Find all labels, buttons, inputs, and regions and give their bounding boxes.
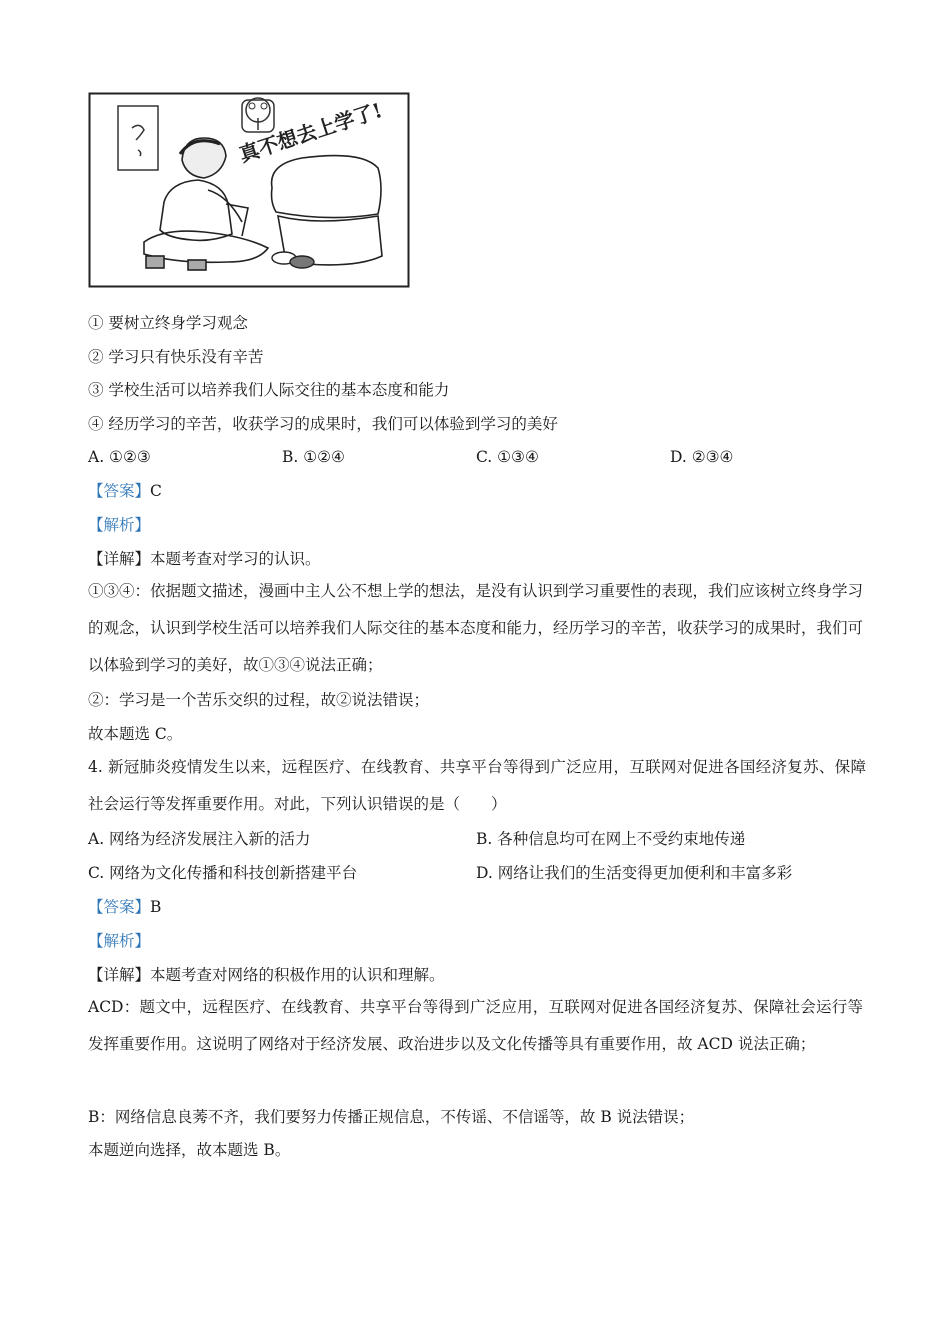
answer-value: C [150,482,162,500]
q4-conclusion: 本题逆向选择，故本题选 B。 [88,1141,291,1159]
cartoon-speech-text: 真不想去上学了! [236,97,386,167]
statement-2: ② 学习只有快乐没有辛苦 [88,348,264,366]
q3-option-b: B. ①②④ [282,448,345,466]
q3-option-a: A. ①②③ [88,448,151,466]
q3-answer [88,481,162,501]
answer-label: 【答案】 [88,482,151,500]
q4-answer [88,897,161,917]
q4-option-c: C. 网络为文化传播和科技创新搭建平台 [88,864,358,882]
answer-label: 【答案】 [88,898,151,916]
q3-detail: 【详解】本题考查对学习的认识。 [88,550,321,568]
q3-option-d: D. ②③④ [670,448,734,466]
q3-explanation-1: ①③④：依据题文描述，漫画中主人公不想上学的想法，是没有认识到学习重要性的表现，我们应该树立终身学习的观念，认识到学校生活可以培养我们人际交往的基本态度和能力，经历学习的辛苦，收获学习的成果时，我们可以体验到学习的美好，故①③④说法正确； [88,582,864,674]
statement-3: ③ 学校生活可以培养我们人际交往的基本态度和能力 [88,381,450,399]
q4-explanation-1: ACD：题文中，远程医疗、在线教育、共享平台等得到广泛应用，互联网对促进各国经济复苏、保障社会运行等发挥重要作用。这说明了网络对于经济发展、政治进步以及文化传播等具有重要作用，故 ACD 说法正确； [88,998,863,1053]
answer-value: B [150,898,162,916]
q4-option-a: A. 网络为经济发展注入新的活力 [88,830,311,848]
cartoon-illustration [88,92,410,288]
q4-analysis-label: 【解析】 [88,932,151,950]
q4-detail: 【详解】本题考查对网络的积极作用的认识和理解。 [88,966,445,984]
q4-stem: 4. 新冠肺炎疫情发生以来，远程医疗、在线教育、共享平台等得到广泛应用，互联网对促进各国经济复苏、保障社会运行等发挥重要作用。对此，下列认识错误的是（ ） [88,758,866,813]
statement-4: ④ 经历学习的辛苦，收获学习的成果时，我们可以体验到学习的美好 [88,415,558,433]
q3-conclusion: 故本题选 C。 [88,725,183,743]
statement-1: ① 要树立终身学习观念 [88,314,248,332]
q3-explanation-2: ②：学习是一个苦乐交织的过程，故②说法错误； [88,691,430,709]
q4-option-b: B. 各种信息均可在网上不受约束地传递 [476,830,746,848]
q3-analysis-label: 【解析】 [88,516,151,534]
q3-option-c: C. ①③④ [476,448,539,466]
q4-explanation-2: B：网络信息良莠不齐，我们要努力传播正规信息，不传谣、不信谣等，故 B 说法错误； [88,1108,695,1126]
q4-option-d: D. 网络让我们的生活变得更加便利和丰富多彩 [476,864,793,882]
